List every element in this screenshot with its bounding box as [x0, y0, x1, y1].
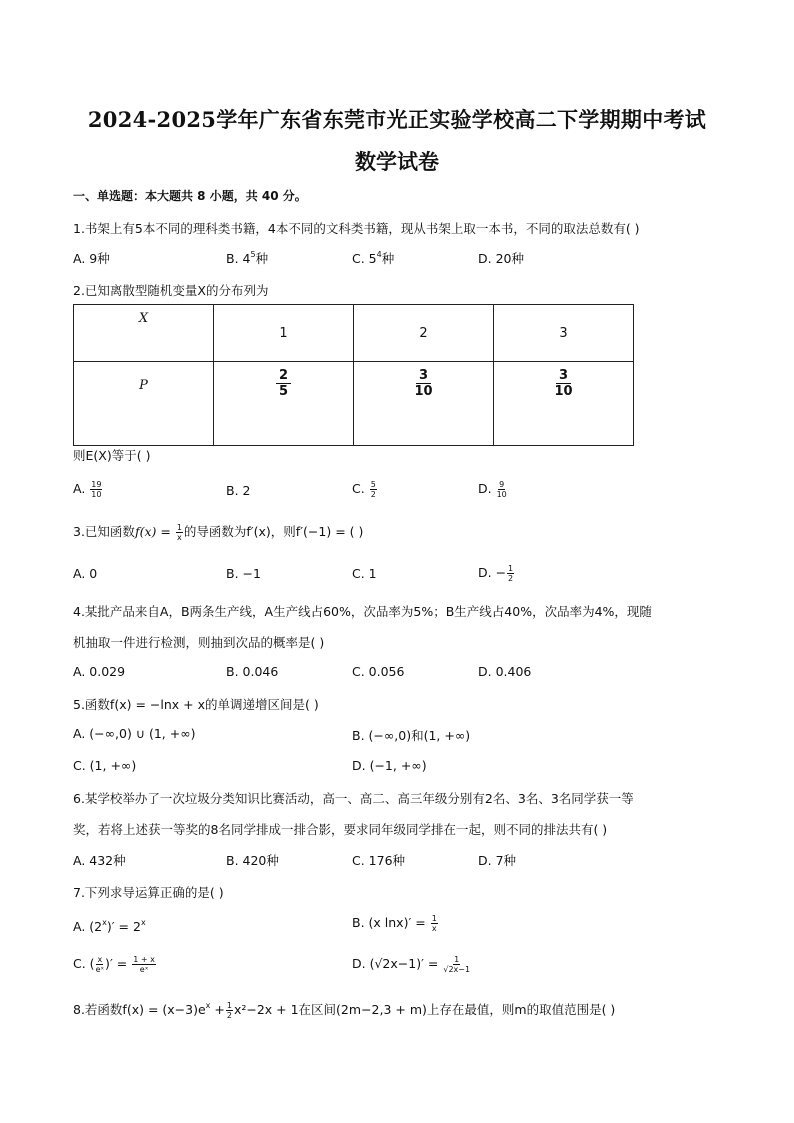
q3-option-a: A. 0 [73, 566, 98, 581]
q1-option-b [226, 249, 268, 267]
table-cell-p1: $\frac{2}{5}$ [214, 362, 354, 446]
q2-option-c: C. $\frac{5}{2}$ [352, 480, 376, 499]
table-cell-p-label: P [74, 362, 214, 446]
q2-option-d: D. $\frac{9}{10}$ [478, 480, 507, 499]
question-6-stem-line2: 奖，若将上述获一等奖的8名同学排成一排合影，要求同年级同学排在一起，则不同的排法共有( ) [73, 822, 608, 837]
q1-option-d: D. 20种 [478, 251, 524, 266]
q1-c-exp: 4 [376, 250, 382, 259]
q5-option-d: D. (−1, +∞) [352, 758, 427, 773]
exam-title: 2024-2025学年广东省东莞市光正实验学校高二下学期期中考试 [87, 107, 707, 132]
q1-b-base: B. 4 [226, 251, 251, 266]
q4-option-c: C. 0.056 [352, 664, 405, 679]
table-prob-row [74, 362, 634, 446]
table-cell-x2: 2 [354, 305, 494, 362]
q1-c-base: C. 5 [352, 251, 377, 266]
q4-option-d: D. 0.406 [478, 664, 532, 679]
q1-option-c [352, 249, 394, 267]
question-3-stem: 3.已知函数f(x) = $\frac{1}{x}$ 的导函数为f′(x)，则f′(−1) = ( ) [73, 523, 364, 542]
q7-option-a: A. $(2^x)' = 2^x$ [73, 918, 146, 934]
q4-option-a: A. 0.029 [73, 664, 126, 679]
question-2-stem: 2.已知离散型随机变量X的分布列为 [73, 283, 269, 298]
q7-option-d: D. (√2x−1)′ = $\frac{1}{√2x-1}$ [352, 955, 471, 974]
table-cell-p2: $\frac{3}{10}$ [354, 362, 494, 446]
q1-c-unit: 种 [381, 251, 395, 266]
q5-option-c: C. (1, +∞) [73, 758, 137, 773]
table-cell-x3: 3 [494, 305, 634, 362]
q3-option-b: B. −1 [226, 566, 261, 581]
exam-subtitle: 数学试卷 [355, 149, 439, 174]
question-6-stem-line1: 6.某学校举办了一次垃圾分类知识比赛活动，高一、高二、高三年级分别有2名、3名、3名同学获一等 [73, 791, 634, 806]
q5-option-a: A. (−∞,0) ∪ (1, +∞) [73, 726, 196, 741]
question-4-stem-line1: 4.某批产品来自A，B两条生产线，A生产线占60%，次品率为5%；B生产线占40%，次品率为4%，现随 [73, 604, 652, 619]
q2-option-a: A. $\frac{19}{10}$ [73, 480, 102, 499]
q7-option-c: C. ( $\frac{x}{\text{eˣ}}$ )′ = $\frac{1 + x}{\text{eˣ}}$ [73, 955, 155, 974]
q1-b-unit: 种 [255, 251, 269, 266]
question-7-stem: 7.下列求导运算正确的是( ) [73, 885, 224, 900]
table-cell-p3: $\frac{3}{10}$ [494, 362, 634, 446]
table-cell-x1: 1 [214, 305, 354, 362]
q7-option-b: B. (x lnx)′ = $\frac{1}{x}$ [352, 914, 437, 933]
q1-option-a: A. 9种 [73, 251, 110, 266]
q1-b-exp: 5 [250, 250, 256, 259]
q6-option-c: C. 176种 [352, 853, 406, 868]
question-8-stem: 8.若函数$f(x) = (x-3)e^x$ + $\frac{1}{2}$ x²−2x + 1在区间(2m−2,3 + m)上存在最值，则m的取值范围是( ) [73, 1001, 616, 1020]
distribution-table [73, 304, 634, 446]
question-1-stem: 1.书架上有5本不同的理科类书籍，4本不同的文科类书籍，现从书架上取一本书，不同的取法总数有( ) [73, 221, 640, 236]
q4-option-b: B. 0.046 [226, 664, 279, 679]
q6-option-b: B. 420种 [226, 853, 279, 868]
table-header-row [74, 305, 634, 362]
q2-option-b: B. 2 [226, 483, 251, 498]
question-4-stem-line2: 机抽取一件进行检测，则抽到次品的概率是( ) [73, 635, 325, 650]
section-heading: 一、单选题：本大题共 8 小题，共 40 分。 [73, 189, 307, 203]
table-cell-x-label: X [74, 305, 214, 362]
q6-option-d: D. 7种 [478, 853, 517, 868]
q6-option-a: A. 432种 [73, 853, 126, 868]
question-2-ask: 则E(X)等于( ) [73, 448, 151, 463]
q3-option-c: C. 1 [352, 566, 377, 581]
q3-option-d: D. − $\frac{1}{2}$ [478, 564, 514, 583]
q5-option-b: B. (−∞,0)和(1, +∞) [352, 728, 471, 743]
question-5-stem: 5.函数f(x) = −lnx + x的单调递增区间是( ) [73, 697, 319, 712]
